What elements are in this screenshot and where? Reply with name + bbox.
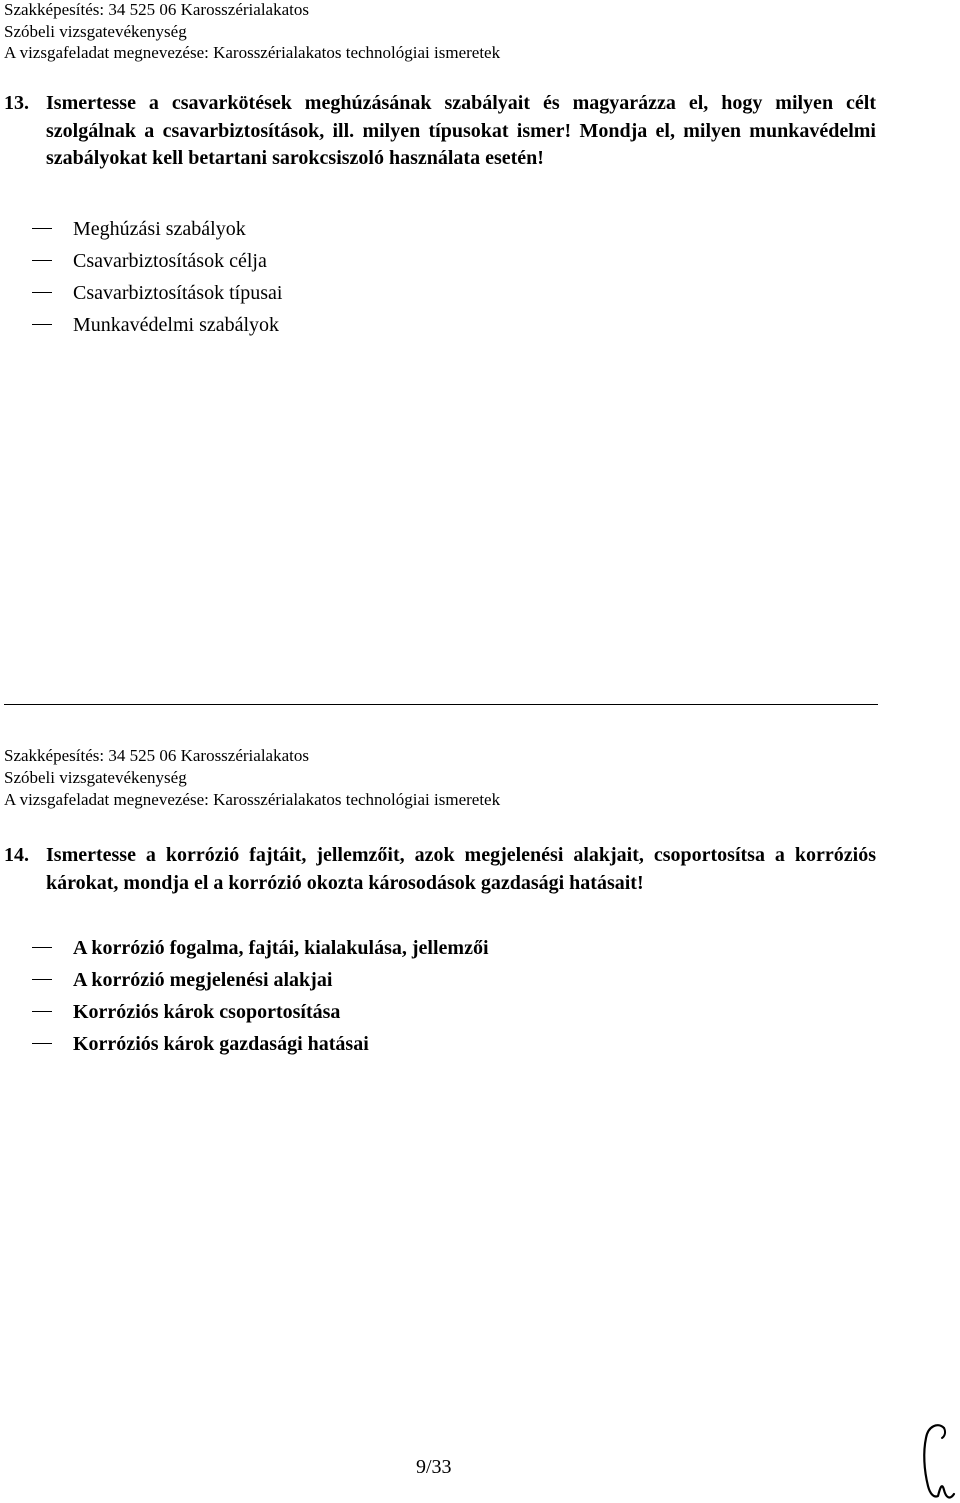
page-separator (4, 704, 878, 705)
header-task-name: A vizsgafeladat megnevezése: Karosszérialakatos technológiai ismeretek (4, 43, 501, 62)
dash-icon (32, 324, 52, 325)
dash-icon (32, 947, 52, 948)
signature-mark (918, 1420, 958, 1502)
header-exam-activity: Szóbeli vizsgatevékenység (4, 22, 187, 41)
question-14-bullet: A korrózió megjelenési alakjai (32, 968, 332, 992)
question-14-number: 14. (4, 844, 29, 866)
header-qualification: Szakképesítés: 34 525 06 Karosszérialakatos (4, 746, 309, 765)
dash-icon (32, 1043, 52, 1044)
dash-icon (32, 292, 52, 293)
question-14-bullet: Korróziós károk csoportosítása (32, 1000, 340, 1024)
question-13-bullet: Munkavédelmi szabályok (32, 313, 279, 337)
dash-icon (32, 228, 52, 229)
dash-icon (32, 979, 52, 980)
question-14-text: Ismertesse a korrózió fajtáit, jellemzőit, azok megjelenési alakjait, csoportosítsa a korróziós károkat, mondja el a korrózió okozta károsodások gazdasági hatásait! (46, 844, 876, 894)
question-14-bullet: A korrózió fogalma, fajtái, kialakulása, jellemzői (32, 936, 489, 960)
page-number: 9/33 (416, 1456, 452, 1478)
question-13-bullet: Csavarbiztosítások célja (32, 249, 267, 273)
dash-icon (32, 1011, 52, 1012)
question-13-bullet: Csavarbiztosítások típusai (32, 281, 282, 305)
question-13-text: Ismertesse a csavarkötések meghúzásának szabályait és magyarázza el, hogy milyen célt szolgálnak a csavarbiztosítások, ill. milyen típusokat ismer! Mondja el, milyen munkavédelmi szabályokat kell betartani sarokcsiszoló használata esetén! (46, 92, 876, 169)
question-13-number: 13. (4, 92, 29, 114)
question-13-bullet: Meghúzási szabályok (32, 217, 246, 241)
header-qualification: Szakképesítés: 34 525 06 Karosszérialakatos (4, 0, 309, 19)
header-exam-activity: Szóbeli vizsgatevékenység (4, 768, 187, 787)
dash-icon (32, 260, 52, 261)
question-14-bullet: Korróziós károk gazdasági hatásai (32, 1032, 369, 1056)
header-task-name: A vizsgafeladat megnevezése: Karosszérialakatos technológiai ismeretek (4, 790, 501, 809)
